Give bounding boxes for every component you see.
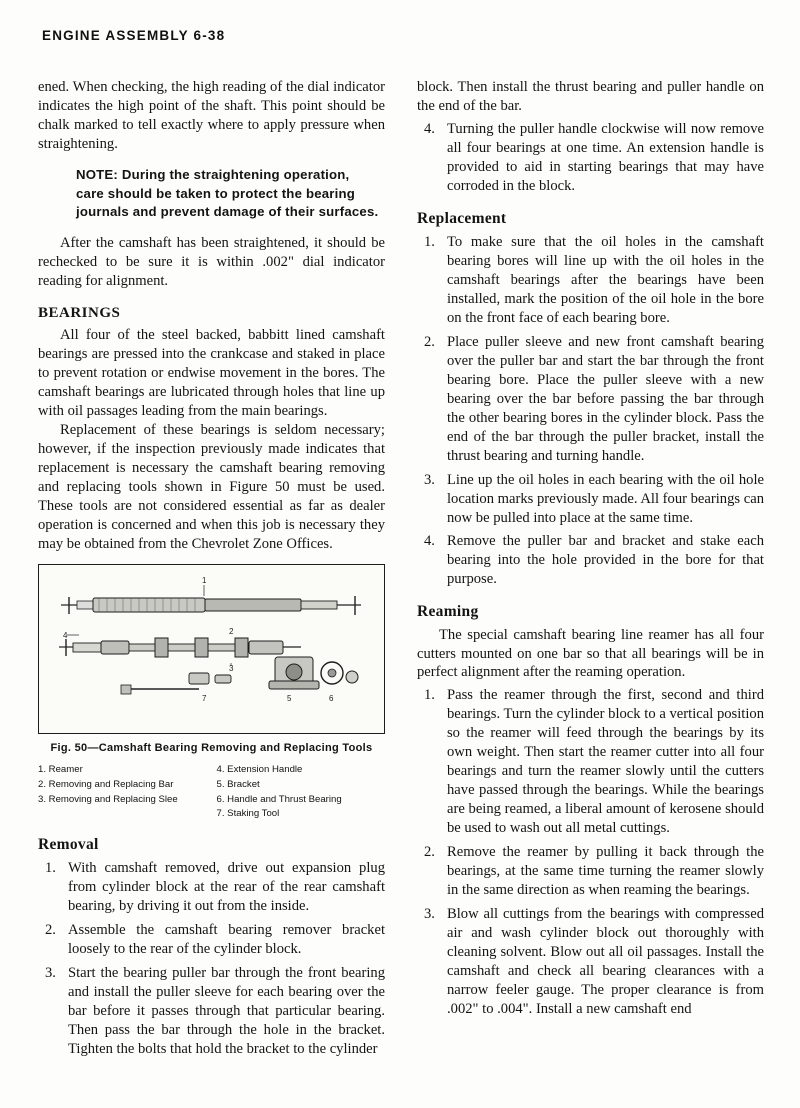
list-item: Assemble the camshaft bearing remover bracket loosely to the rear of the cylinder block.: [68, 921, 385, 957]
svg-text:7: 7: [202, 694, 207, 704]
legend-right-column: [217, 763, 386, 821]
reaming-intro-paragraph: The special camshaft bearing line reamer has all four cutters mounted on one bar so that all bearings will be in perfect alignment after the reaming operation.: [417, 626, 764, 681]
svg-text:3: 3: [229, 664, 234, 674]
note-block: NOTE: During the straightening operation, care should be taken to protect the bearing journals and prevent damage of their surfaces.: [76, 166, 379, 220]
legend-item: 5. Bracket: [216, 778, 260, 790]
list-item: Line up the oil holes in each bearing with the oil hole location marks previously made. All four bearings can now be pulled into place at the same time.: [447, 471, 764, 526]
intro-paragraph: ened. When checking, the high reading of the dial indicator indicates the high point of the shaft. This point should be chalk marked to tell exactly where to apply pressure when straightening.: [38, 79, 385, 152]
removal-steps-continued: [417, 120, 764, 196]
bearings-paragraph-1: All four of the steel backed, babbitt lined camshaft bearings are pressed into the crankcase and staked in place to prevent rotation or endwise movement in the bores. The camshaft bearings are lubricated through holes that line up with oil passages leading from the main bearings.: [38, 327, 385, 420]
continued-paragraph: block. Then install the thrust bearing and puller handle on the end of the bar.: [417, 79, 764, 114]
list-item: Pass the reamer through the first, second and third bearings. Turn the cylinder block to a vertical position so the reamer will feed through the bearings by its own weight. Then start the reamer cutter into all four bearings and turn the reamer slowly until the cutters have passed through the bearings. While the bearings are being reamed, a liberal amount of kerosene should be used to wash out all metal cuttings.: [447, 687, 764, 837]
after-note-paragraph: After the camshaft has been straightened, it should be rechecked to be sure it is within .002" dial indicator reading for alignment.: [38, 235, 385, 290]
list-item: Remove the puller bar and bracket and stake each bearing into the hole provided in the bore for that purpose.: [447, 533, 764, 588]
two-column-body: [38, 78, 764, 1064]
camshaft-tools-illustration: [39, 565, 384, 731]
svg-text:2: 2: [229, 627, 234, 637]
bearings-paragraph-2: Replacement of these bearings is seldom necessary; however, if the inspection previously made indicates that replacement is necessary the camshaft bearing removing and replacing tools shown in Figure 50 must be used. These tools are not considered essential as far as dealer operation is concerned and when this job is necessary they may be obtained from the Chevrolet Zone Offices.: [38, 422, 385, 553]
svg-text:1: 1: [202, 576, 207, 586]
figure-50-image: [38, 564, 385, 734]
legend-left-column: [38, 763, 207, 821]
svg-text:5: 5: [287, 694, 292, 704]
bearings-heading: BEARINGS: [38, 304, 121, 321]
svg-text:4: 4: [63, 631, 68, 641]
replacement-steps-list: [417, 233, 764, 589]
figure-50-legend: [38, 763, 385, 821]
legend-item: 6. Handle and Thrust Bearing: [216, 793, 342, 805]
legend-item: 7. Staking Tool: [216, 808, 280, 820]
list-item: Turning the puller handle clockwise will now remove all four bearings at one time. An extension handle is provided to aid in starting bearings that may have corroded in the block.: [447, 120, 764, 194]
removal-heading: Removal: [38, 835, 99, 853]
legend-item: 4. Extension Handle: [216, 764, 303, 776]
list-item: To make sure that the oil holes in the camshaft bearing bores will line up with the oil holes in the camshaft bearings after the bearings have been installed, mark the position of the oil hole in the bore on the front face of each bearing bore.: [447, 233, 764, 326]
reaming-heading: Reaming: [417, 603, 479, 621]
svg-text:6: 6: [329, 694, 334, 704]
replacement-heading: Replacement: [417, 209, 507, 227]
left-column: [38, 78, 385, 1064]
legend-item: 2. Removing and Replacing Bar: [38, 778, 174, 790]
list-item: With camshaft removed, drive out expansion plug from cylinder block at the rear of the rear camshaft bearing, by driving it out from the inside.: [68, 859, 385, 914]
list-item: Place puller sleeve and new front camshaft bearing over the puller bar and start the bar through the front bearing bore. Place the puller sleeve with a new bearing over the bar before passing the bar through the other bearing bores in the cylinder block. Pass the end of the bar through the puller bracket, install the thrust bearing and turning handle.: [447, 333, 764, 464]
list-item: Start the bearing puller bar through the front bearing and install the puller sleeve for each bearing over the bar before it passes through that particular bearing. Then pass the bar through the hole in the bracket. Tighten the bolts that hold the bracket to the cylinder: [68, 964, 385, 1057]
list-item: Blow all cuttings from the bearings with compressed air and wash cylinder block out thoroughly with cleaning solvent. Blow out all oil passages. Install the camshaft and check all bearing clearances with a narrow feeler gauge. The proper clearance is from .002" to .004". Install a new camshaft end: [447, 906, 764, 1017]
reaming-steps-list: [417, 686, 764, 1018]
figure-50-caption: Fig. 50—Camshaft Bearing Removing and Replacing Tools: [50, 742, 373, 755]
right-column: [417, 78, 764, 1064]
removal-steps-list: [38, 859, 385, 1059]
list-item: Remove the reamer by pulling it back through the bearings, at the same time turning the reamer slowly in the same direction as when reaming the bearings.: [447, 844, 764, 899]
legend-item: 3. Removing and Replacing Slee: [38, 793, 178, 805]
legend-item: 1. Reamer: [38, 764, 83, 776]
page-header: ENGINE ASSEMBLY 6-38: [42, 28, 226, 43]
